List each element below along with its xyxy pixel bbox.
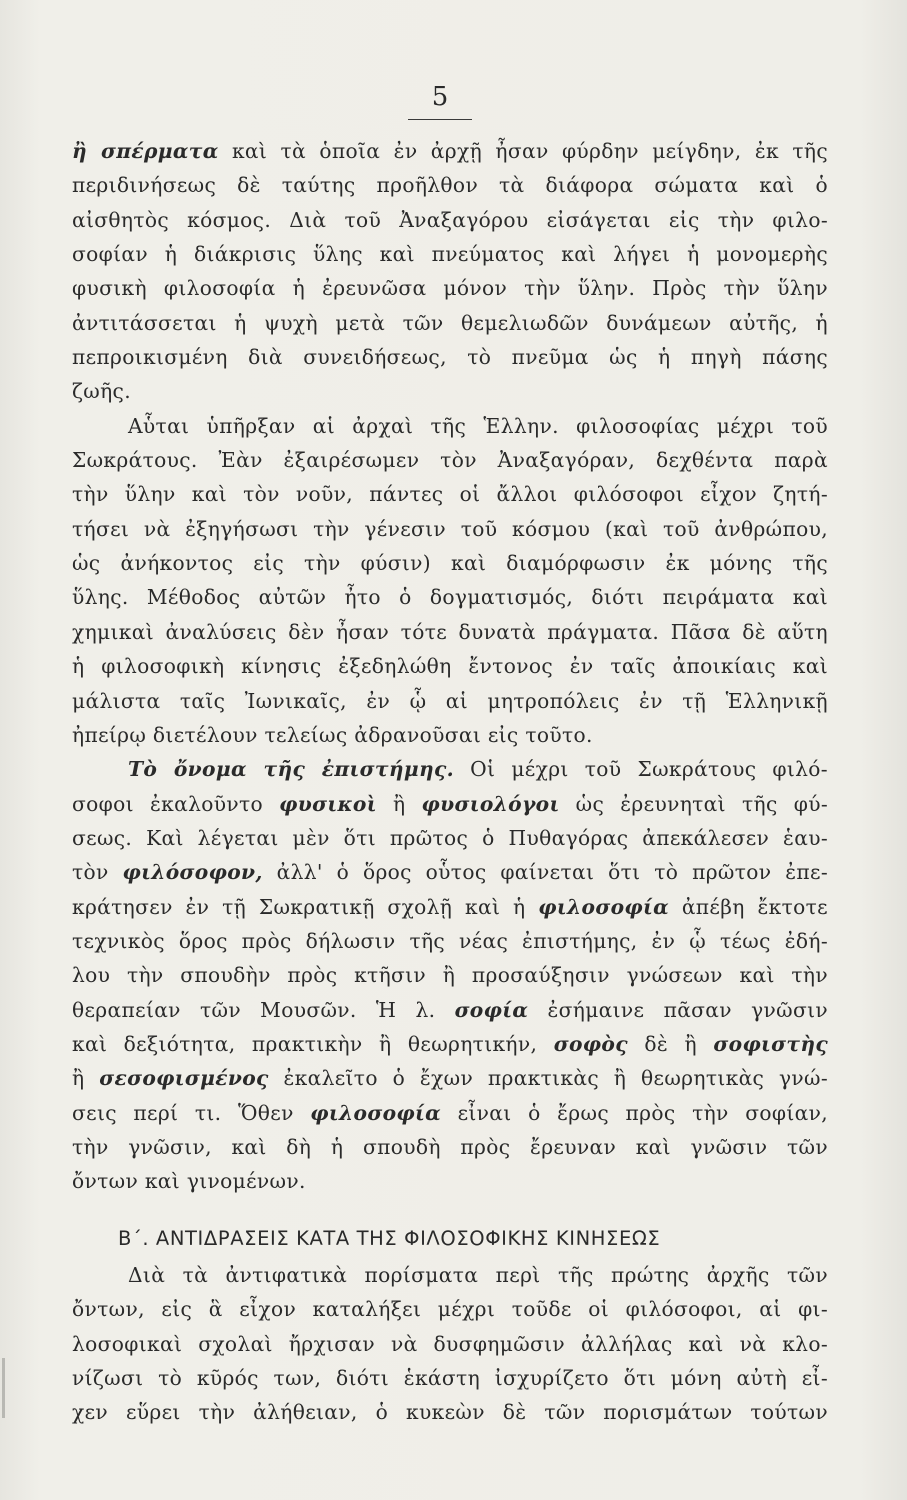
text-line: τὴν γνῶσιν, καὶ δὴ ἡ σπουδὴ πρὸς ἔρευναν καὶ γνῶσιν τῶν xyxy=(72,1134,828,1159)
text-line: ζωῆς. xyxy=(72,379,131,404)
text-line: ἢ σπέρματα καὶ τὰ ὁποῖα ἐν ἀρχῇ ἦσαν φύρδην μείγδην, ἐκ τῆς xyxy=(72,139,828,163)
emphasis-term: φυσιολόγοι xyxy=(421,791,560,816)
text-line: σεως. Καὶ λέγεται μὲν ὅτι πρῶτος ὁ Πυθαγόρας ἀπεκάλεσεν ἑαυ- xyxy=(72,825,828,850)
text-line: νίζωσι τὸ κῦρός των, διότι ἑκάστη ἰσχυρίζετο ὅτι μόνη αὐτὴ εἶ- xyxy=(72,1366,828,1391)
text-line: τεχνικὸς ὅρος πρὸς δήλωσιν τῆς νέας ἐπιστήμης, ἐν ᾧ τέως ἐδή- xyxy=(72,928,828,953)
text-line: χημικαὶ ἀναλύσεις δὲν ἦσαν τότε δυνατὰ πράγματα. Πᾶσα δὲ αὕτη xyxy=(72,619,828,644)
text-line: λου τὴν σπουδὴν πρὸς κτῆσιν ἢ προσαύξησιν γνώσεων καὶ τὴν xyxy=(72,963,828,988)
text-line: μάλιστα ταῖς Ἰωνικαῖς, ἐν ᾧ αἱ μητροπόλεις ἐν τῇ Ἑλληνικῇ xyxy=(72,688,828,713)
text-line: ὡς ἀνήκοντος εἰς τὴν φύσιν) καὶ διαμόρφωσιν ἐκ μόνης τῆς xyxy=(72,551,828,576)
emphasis-term: σεσοφισμένος xyxy=(99,1066,269,1091)
text-line: σοφίαν ἡ διάκρισις ὕλης καὶ πνεύματος καὶ λήγει ἡ μονομερὴς xyxy=(72,242,828,267)
text-line: θεραπείαν τῶν Μουσῶν. Ἡ λ. σοφία ἐσήμαινε πᾶσαν γνῶσιν xyxy=(72,997,828,1022)
text-line: ἠπείρῳ διετέλουν τελείως ἀδρανοῦσαι εἰς τοῦτο. xyxy=(72,722,593,747)
text-line: ὕλης. Μέθοδος αὐτῶν ἦτο ὁ δογματισμός, διότι πειράματα καὶ xyxy=(72,585,828,610)
text-line: ἢ σεσοφισμένος ἐκαλεῖτο ὁ ἔχων πρακτικὰς ἢ θεωρητικὰς γνώ- xyxy=(72,1066,829,1091)
emphasis-term: σοφιστὴς xyxy=(713,1031,829,1056)
section-2-text xyxy=(72,1258,828,1430)
text-line: φυσικὴ φιλοσοφία ἡ ἐρευνῶσα μόνον τὴν ὕλην. Πρὸς τὴν ὕλην xyxy=(72,276,828,301)
page-number: 5 xyxy=(431,82,449,112)
binding-edge-mark xyxy=(2,1358,5,1418)
text-line: ὄντων καὶ γινομένων. xyxy=(72,1169,306,1194)
emphasis-term: σοφία xyxy=(454,997,529,1022)
text-line: ὄντων, εἰς ἃ εἶχον καταλήξει μέχρι τοῦδε οἱ φιλόσοφοι, αἱ φι- xyxy=(72,1297,828,1322)
text-line: καὶ δεξιότητα, πρακτικὴν ἢ θεωρητικήν, σοφὸς δὲ ἢ σοφιστὴς xyxy=(72,1031,829,1056)
text-line: σοφοι ἐκαλοῦντο φυσικοὶ ἢ φυσιολόγοι ὡς ἐρευνηταὶ τῆς φύ- xyxy=(72,791,828,816)
emphasis-term: σοφὸς xyxy=(553,1031,628,1056)
page-number-rule xyxy=(408,119,472,120)
emphasis-term: ἢ σπέρματα xyxy=(72,139,219,163)
text-line: τὴν ὕλην καὶ τὸν νοῦν, πάντες οἱ ἄλλοι φιλόσοφοι εἶχον ζητή- xyxy=(72,482,828,507)
section-heading: Β΄. ΑΝΤΙΔΡΑΣΕΙΣ ΚΑΤΑ ΤΗΣ ΦΙΛΟΣΟΦΙΚΗΣ ΚΙΝΗΣΕΩΣ xyxy=(118,1227,661,1250)
text-line: πεπροικισμένη διὰ συνειδήσεως, τὸ πνεῦμα ὡς ἡ πηγὴ πάσης xyxy=(72,345,828,370)
text-line: σεις περί τι. Ὅθεν φιλοσοφία εἶναι ὁ ἔρως πρὸς τὴν σοφίαν, xyxy=(72,1100,828,1125)
section-1-text xyxy=(72,134,828,1199)
emphasis-term: φιλόσοφον, xyxy=(122,860,263,885)
text-line: τήσει νὰ ἐξηγήσωσι τὴν γένεσιν τοῦ κόσμου (καὶ τοῦ ἀνθρώπου, xyxy=(72,516,828,541)
text-line: Σωκράτους. Ἐὰν ἐξαιρέσωμεν τὸν Ἀναξαγόραν, δεχθέντα παρὰ xyxy=(72,448,828,473)
text-line: αἰσθητὸς κόσμος. Διὰ τοῦ Ἀναξαγόρου εἰσάγεται εἰς τὴν φιλο- xyxy=(72,207,828,232)
text-line: λοσοφικαὶ σχολαὶ ἤρχισαν νὰ δυσφημῶσιν ἀλλήλας καὶ νὰ κλο- xyxy=(72,1331,828,1356)
text-line: περιδινήσεως δὲ ταύτης προῆλθον τὰ διάφορα σώματα καὶ ὁ xyxy=(72,173,828,198)
text-line: τὸν φιλόσοφον, ἀλλ' ὁ ὅρος οὗτος φαίνεται ὅτι τὸ πρῶτον ἐπε- xyxy=(72,860,828,885)
text-line: ἀντιτάσσεται ἡ ψυχὴ μετὰ τῶν θεμελιωδῶν δυνάμεων αὐτῆς, ἡ xyxy=(72,310,828,335)
emphasis-term: φιλοσοφία xyxy=(310,1100,442,1125)
text-line: χεν εὕρει τὴν ἀλήθειαν, ὁ κυκεὼν δὲ τῶν πορισμάτων τούτων xyxy=(72,1400,828,1425)
paragraph-first-line: Διὰ τὰ ἀντιφατικὰ πορίσματα περὶ τῆς πρώτης ἀρχῆς τῶν xyxy=(128,1263,828,1287)
paragraph-first-line: Αὗται ὑπῆρξαν αἱ ἀρχαὶ τῆς Ἑλλην. φιλοσοφίας μέχρι τοῦ xyxy=(128,413,828,438)
text-line: κράτησεν ἐν τῇ Σωκρατικῇ σχολῇ καὶ ἡ φιλοσοφία ἀπέβη ἔκτοτε xyxy=(72,894,828,919)
emphasis-term: φιλοσοφία xyxy=(538,894,670,919)
paragraph-first-line: Τὸ ὄνομα τῆς ἐπιστήμης. Οἱ μέχρι τοῦ Σωκράτους φιλό- xyxy=(128,757,828,782)
text-line: ἡ φιλοσοφικὴ κίνησις ἐξεδηλώθη ἔντονος ἐν ταῖς ἀποικίαις καὶ xyxy=(72,654,828,679)
emphasis-term: φυσικοὶ xyxy=(279,791,377,816)
run-in-heading: Τὸ ὄνομα τῆς ἐπιστήμης. xyxy=(128,757,455,782)
